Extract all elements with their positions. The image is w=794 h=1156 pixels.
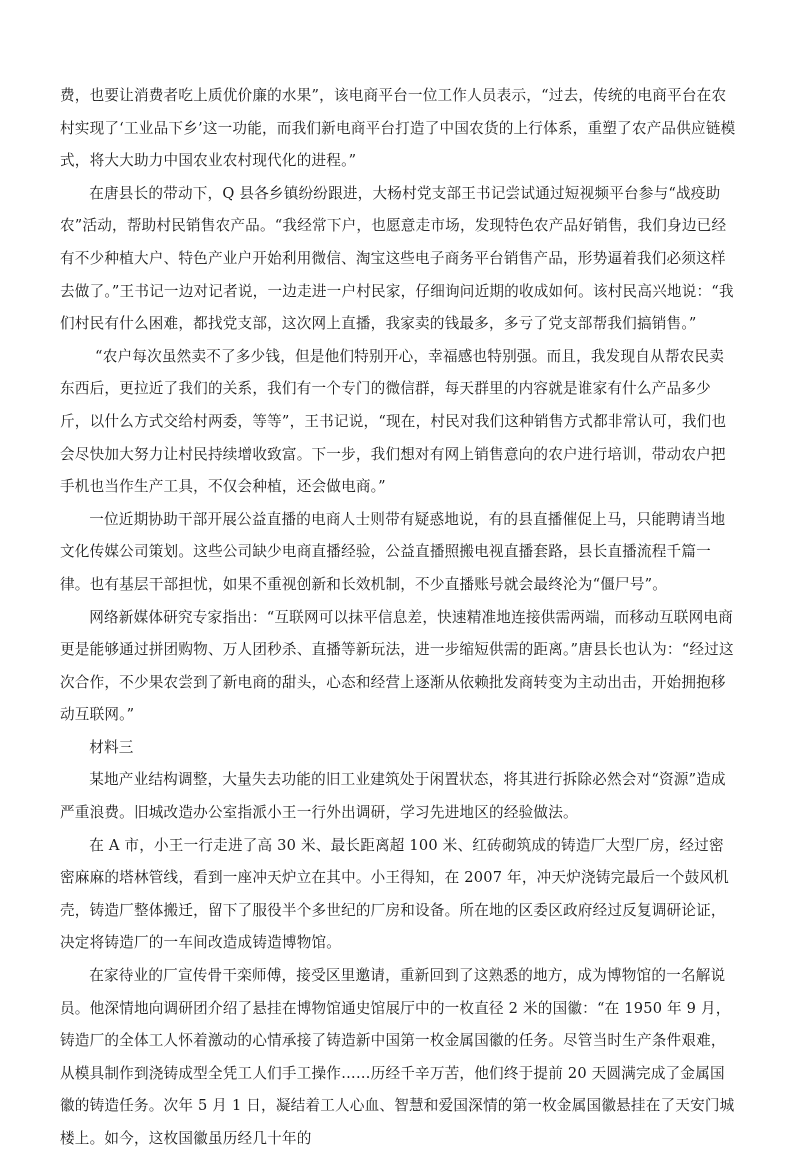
- section-heading: 材料三: [89, 738, 134, 756]
- document-page: [60, 80, 736, 1156]
- paragraph-2: 在唐县长的带动下，Q 县各乡镇纷纷跟进，大杨村党支部王书记尝试通过短视频平台参与“战疫助农”活动，帮助村民销售农产品。“我经常下户，也愿意走市场，发现特色农产品好销售，我们身边已经有不少种植大户、特色产业户开始利用微信、淘宝这些电子商务平台销售产品，形势逼着我们必须这样去做了。”王书记一边对记者说，一边走进一户村民家，仔细询问近期的收成如何。该村民高兴地说：“我们村民有什么困难，都找党支部，这次网上直播，我家卖的钱最多，多亏了党支部帮我们搞销售。”: [60, 184, 734, 333]
- paragraph-3: “农户每次虽然卖不了多少钱，但是他们特别开心，幸福感也特别强。而且，我发现自从帮农民卖东西后，更拉近了我们的关系，我们有一个专门的微信群，每天群里的内容就是谁家有什么产品多少斤，以什么方式交给村两委，等等”，王书记说，“现在，村民对我们这种销售方式都非常认可，我们也会尽快加大努力让村民持续增收致富。下一步，我们想对有网上销售意向的农户进行培训，带动农户把手机也当作生产工具，不仅会种植，还会做电商。”: [60, 347, 727, 496]
- paragraph-6: 某地产业结构调整，大量失去功能的旧工业建筑处于闲置状态，将其进行拆除必然会对“资源”造成严重浪费。旧城改造办公室指派小王一行外出调研，学习先进地区的经验做法。: [60, 771, 726, 822]
- paragraph-5: 网络新媒体研究专家指出：“互联网可以抹平信息差，快速精准地连接供需两端，而移动互联网电商更是能够通过拼团购物、万人团秒杀、直播等新玩法，进一步缩短供需的距离。”唐县长也认为：“经过这次合作，不少果农尝到了新电商的甜头，心态和经营上逐渐从依赖批发商转变为主动出击，开始拥抱移动互联网。”: [60, 608, 734, 724]
- paragraph-7: 在 A 市，小王一行走进了高 30 米、最长距离超 100 米、红砖砌筑成的铸造厂大型厂房，经过密密麻麻的塔林管线，看到一座冲天炉立在其中。小王得知，在 2007 年，冲天炉浇铸完最后一个鼓风机壳，铸造厂整体搬迁，留下了服役半个多世纪的厂房和设备。所在地的区委区政府经过反复调研论证，决定将铸造厂的一车间改造成铸造博物馆。: [60, 836, 729, 952]
- paragraph-4: 一位近期协助干部开展公益直播的电商人士则带有疑惑地说，有的县直播催促上马，只能聘请当地文化传媒公司策划。这些公司缺少电商直播经验，公益直播照搬电视直播套路，县长直播流程千篇一律。也有基层干部担忧，如果不重视创新和长效机制，不少直播账号就会最终沦为“僵尸号”。: [60, 510, 726, 593]
- paragraph-8: 在家待业的厂宣传骨干栾师傅，接受区里邀请，重新回到了这熟悉的地方，成为博物馆的一名解说员。他深情地向调研团介绍了悬挂在博物馆通史馆展厅中的一枚直径 2 米的国徽：“在 1950 年 9 月，铸造厂的全体工人怀着激动的心情承接了铸造新中国第一枚金属国徽的任务。尽管当时生产条件艰难，从模具制作到浇铸成型全凭工人们手工操作……历经千辛万苦，他们终于提前 20 天圆满完成了金属国徽的铸造任务。次年 5 月 1 日，凝结着工人心血、智慧和爱国深情的第一枚金属国徽悬挂在了天安门城楼上。如今，这枚国徽虽历经几十年的: [60, 967, 735, 1147]
- paragraph-1: 费，也要让消费者吃上质优价廉的水果”，该电商平台一位工作人员表示，“过去，传统的电商平台在农村实现了‘工业品下乡’这一功能，而我们新电商平台打造了中国农货的上行体系，重塑了农产品供应链模式，将大大助力中国农业农村现代化的进程。”: [60, 87, 736, 170]
